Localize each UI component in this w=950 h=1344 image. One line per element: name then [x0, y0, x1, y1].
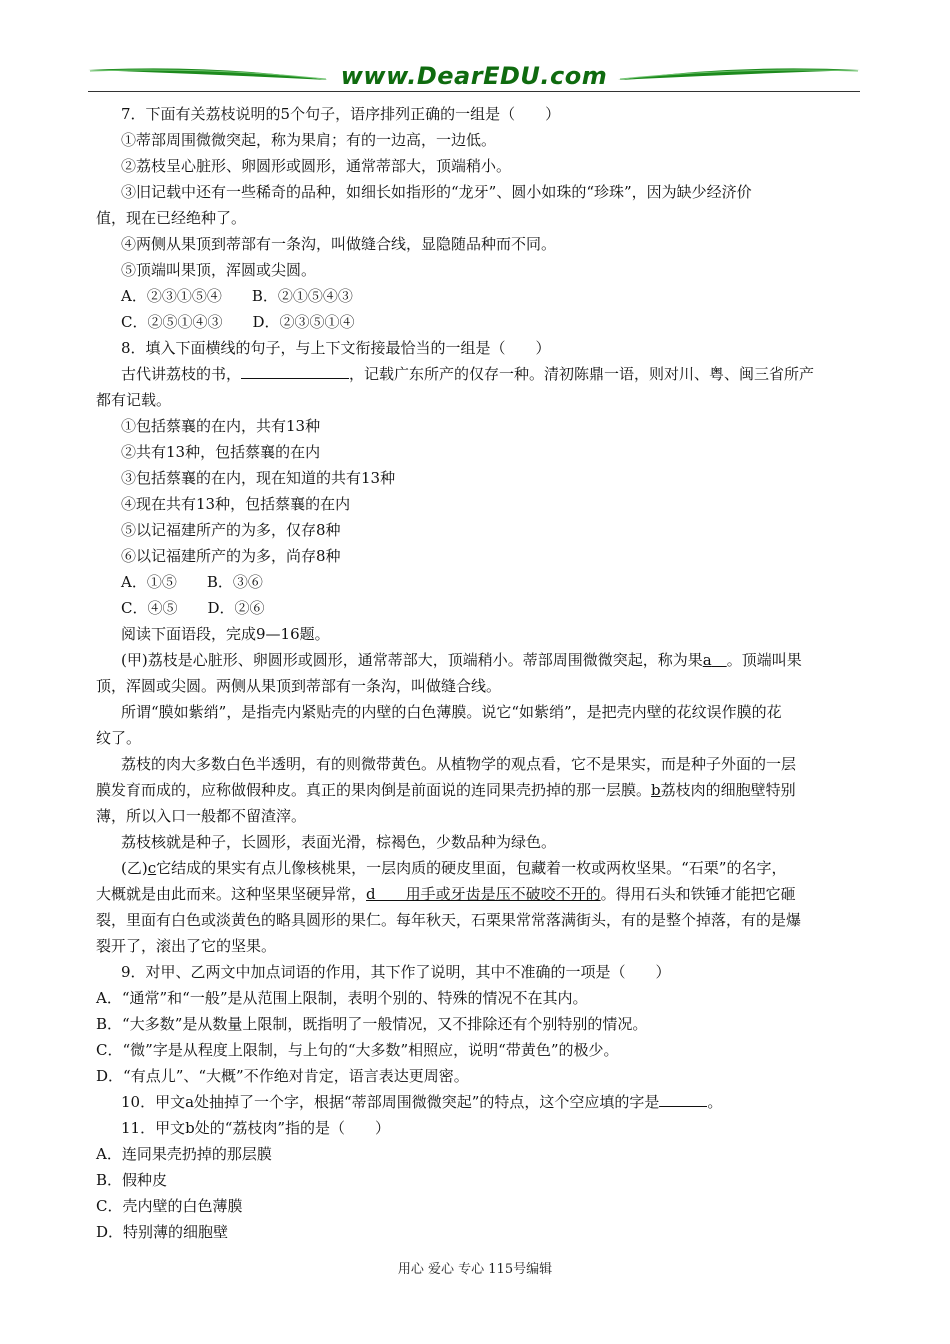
q8-sentence-4: ④现在共有13种，包括蔡襄的在内	[121, 495, 351, 513]
mark-a	[703, 651, 727, 669]
passage-intro: 阅读下面语段，完成9—16题。	[121, 625, 330, 643]
document-body	[96, 101, 864, 1245]
passage-p3-cont	[96, 777, 864, 803]
page-header	[88, 58, 860, 94]
q7-options-cd: C．②⑤①④③ D．②③⑤①④	[121, 313, 355, 331]
q8-options-cd: C．④⑤ D．②⑥	[121, 599, 265, 617]
q8-sentence-1: ①包括蔡襄的在内，共有13种	[121, 417, 321, 435]
q11-option-d: D．特别薄的细胞壁	[96, 1223, 229, 1241]
q9-option-c: C．“微”字是从程度上限制，与上句的“大多数”相照应，说明“带黄色”的极少。	[96, 1041, 619, 1059]
header-rule	[88, 91, 860, 92]
passage-text: (乙)	[121, 859, 148, 877]
question-10	[96, 1089, 864, 1115]
question-7-stem: 7．下面有关荔枝说明的5个句子，语序排列正确的一组是（ ）	[121, 105, 561, 123]
passage-text: 它结成的果实有点儿像核桃果，一层肉质的硬皮里面，包藏着一枚或两枚坚果。“石栗”的名字，	[156, 859, 787, 877]
passage-p5-cont3: 裂开了，滚出了它的坚果。	[96, 937, 277, 955]
q8-context-cont: 都有记载。	[96, 391, 172, 409]
passage-p3: 荔枝的肉大多数白色半透明，有的则微带黄色。从植物学的观点看，它不是果实，而是种子外面的一层	[121, 755, 797, 773]
q7-sentence-3: ③旧记载中还有一些稀奇的品种，如细长如指形的“龙牙”、圆小如珠的“珍珠”，因为缺少经济价	[121, 183, 752, 201]
passage-text: 荔枝肉的细胞壁特别	[660, 781, 796, 799]
question-9-stem: 9．对甲、乙两文中加点词语的作用，其下作了说明，其中不准确的一项是（ ）	[121, 963, 671, 981]
page-footer: 用心 爱心 专心 115号编辑	[397, 1262, 553, 1277]
q8-sentence-3: ③包括蔡襄的在内，现在知道的共有13种	[121, 469, 396, 487]
q8-sentence-5: ⑤以记福建所产的为多，仅存8种	[121, 521, 341, 539]
answer-blank	[241, 364, 349, 379]
mark-a-label: a	[702, 651, 712, 669]
q7-sentence-4: ④两侧从果顶到蒂部有一条沟，叫做缝合线，显隐随品种而不同。	[121, 235, 557, 253]
mark-d: d 用手或牙齿是压不破咬不开的	[366, 885, 601, 903]
passage-p5-cont2: 裂，里面有白色或淡黄色的略具圆形的果仁。每年秋天，石栗果常常落满街头，有的是整个掉落，有的是爆	[96, 911, 802, 929]
q11-option-c: C．壳内壁的白色薄膜	[96, 1197, 243, 1215]
q10-end: 。	[707, 1093, 723, 1111]
passage-text: 。得用石头和铁锤才能把它砸	[600, 885, 796, 903]
passage-p3-cont2: 薄，所以入口一般都不留渣滓。	[96, 807, 307, 825]
passage-p2: 所谓“膜如紫绡”，是指壳内紧贴壳的内壁的白色薄膜。说它“如紫绡”，是把壳内壁的花纹误作膜的花	[121, 703, 782, 721]
q9-option-d: D．“有点儿”、“大概”不作绝对肯定，语言表达更周密。	[96, 1067, 469, 1085]
q8-context-post: ，记载广东所产的仅存一种。清初陈鼎一语，则对川、粤、闽三省所产	[349, 365, 815, 383]
q7-sentence-1: ①蒂部周围微微突起，称为果肩；有的一边高，一边低。	[121, 131, 497, 149]
passage-p4: 荔枝核就是种子，长圆形，表面光滑，棕褐色，少数品种为绿色。	[121, 833, 557, 851]
passage-p1	[96, 647, 864, 673]
q8-sentence-6: ⑥以记福建所产的为多，尚存8种	[121, 547, 341, 565]
answer-blank	[659, 1092, 707, 1107]
passage-text: (甲)荔枝是心脏形、卵圆形或圆形，通常蒂部大，顶端稍小。蒂部周围微微突起，称为果	[121, 651, 703, 669]
q8-context-pre: 古代讲荔枝的书，	[121, 365, 242, 383]
q10-stem: 10．甲文a处抽掉了一个字，根据“蒂部周围微微突起”的特点，这个空应填的字是	[121, 1093, 660, 1111]
q8-sentence-2: ②共有13种，包括蔡襄的在内	[121, 443, 321, 461]
q8-context	[96, 361, 864, 387]
passage-text: 。顶端叫果	[726, 651, 802, 669]
passage-p2-cont: 纹了。	[96, 729, 142, 747]
mark-b: b	[651, 781, 661, 799]
q11-option-b: B．假种皮	[96, 1171, 168, 1189]
q7-options-ab: A．②③①⑤④ B．②①⑤④③	[121, 287, 353, 305]
q8-options-ab: A．①⑤ B．③⑥	[121, 573, 263, 591]
q7-sentence-2: ②荔枝呈心脏形、卵圆形或圆形，通常蒂部大，顶端稍小。	[121, 157, 512, 175]
passage-text: 膜发育而成的，应称做假种皮。真正的果肉倒是前面说的连同果壳扔掉的那一层膜。	[96, 781, 652, 799]
q9-option-b: B．“大多数”是从数量上限制，既指明了一般情况，又不排除还有个别特别的情况。	[96, 1015, 648, 1033]
passage-p1-cont: 顶，浑圆或尖圆。两侧从果顶到蒂部有一条沟，叫做缝合线。	[96, 677, 502, 695]
question-11-stem: 11．甲文b处的“荔枝肉”指的是（ ）	[121, 1119, 391, 1137]
site-logo: www.DearEDU.com	[340, 62, 608, 90]
passage-p5	[96, 855, 864, 881]
q9-option-a: A．“通常”和“一般”是从范围上限制，表明个别的、特殊的情况不在其内。	[96, 989, 588, 1007]
mark-c: c	[147, 859, 157, 877]
q7-sentence-3-cont: 值，现在已经绝种了。	[96, 209, 247, 227]
q11-option-a: A．连同果壳扔掉的那层膜	[96, 1145, 272, 1163]
question-8-stem: 8．填入下面横线的句子，与上下文衔接最恰当的一组是（ ）	[121, 339, 551, 357]
passage-p5-cont	[96, 881, 864, 907]
passage-text: 大概就是由此而来。这种坚果坚硬异常，	[96, 885, 367, 903]
q7-sentence-5: ⑤顶端叫果顶，浑圆或尖圆。	[121, 261, 317, 279]
